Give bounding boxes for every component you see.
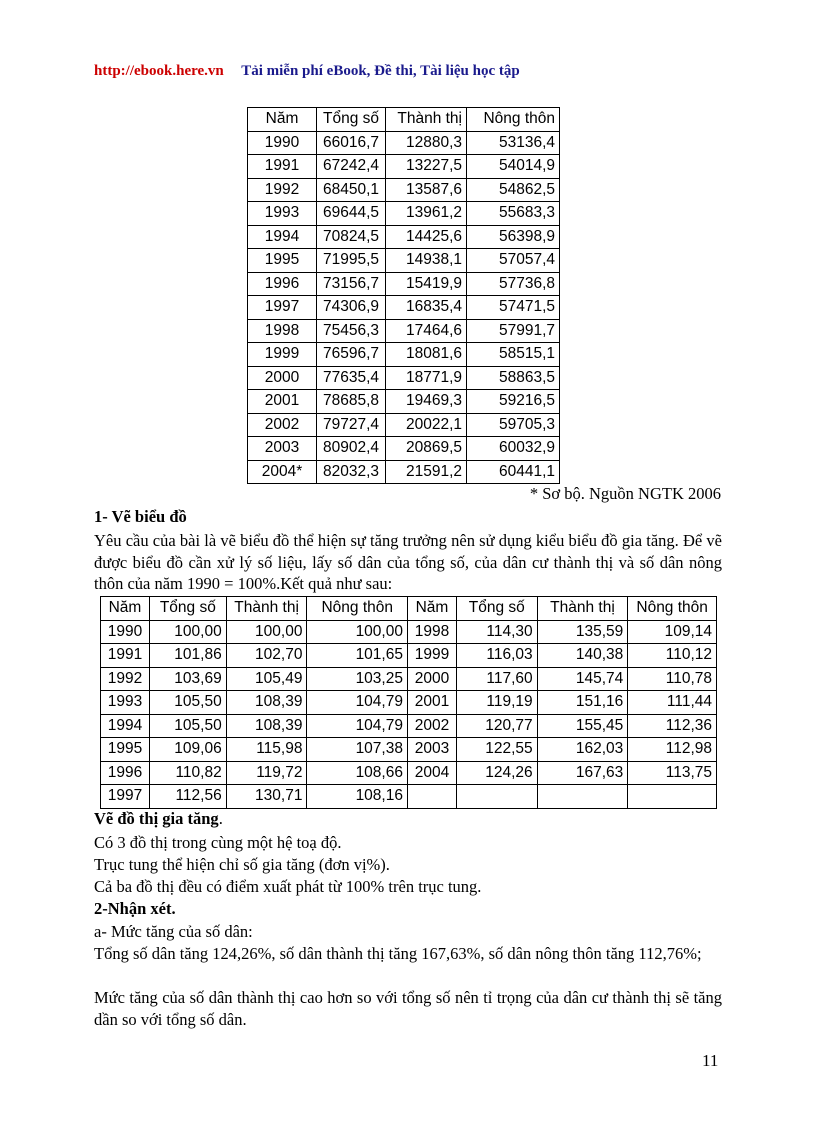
- table-cell: 71995,5: [317, 249, 386, 273]
- table-cell: 2000: [407, 667, 456, 691]
- table-row: [248, 155, 560, 179]
- table-cell: 105,50: [149, 691, 226, 715]
- page-number: 11: [702, 1051, 719, 1070]
- index-table: [100, 596, 717, 809]
- table-cell: 2004: [407, 761, 456, 785]
- table-cell: 20022,1: [386, 413, 467, 437]
- table-header-cell: Tổng số: [456, 597, 537, 621]
- table-cell: 54014,9: [467, 155, 560, 179]
- table-cell: 162,03: [537, 738, 628, 762]
- table-row: [248, 343, 560, 367]
- population-table-body: [248, 131, 560, 484]
- table-cell: 1996: [101, 761, 150, 785]
- table-cell: 12880,3: [386, 131, 467, 155]
- table-cell: 57991,7: [467, 319, 560, 343]
- table-cell: 111,44: [628, 691, 717, 715]
- table-header-cell: Năm: [407, 597, 456, 621]
- table-cell: 1999: [407, 644, 456, 668]
- table-row: [248, 296, 560, 320]
- table-cell: [628, 785, 717, 809]
- section1-heading: 1- Vẽ biểu đồ: [94, 507, 187, 526]
- table-cell: 105,50: [149, 714, 226, 738]
- table-row: [101, 714, 717, 738]
- table-cell: 1995: [248, 249, 317, 273]
- table-cell: 103,69: [149, 667, 226, 691]
- table-row: [248, 272, 560, 296]
- table-cell: 14425,6: [386, 225, 467, 249]
- table-cell: 2002: [248, 413, 317, 437]
- table-row: [248, 319, 560, 343]
- table-header-cell: Nông thôn: [467, 108, 560, 132]
- table-cell: 155,45: [537, 714, 628, 738]
- table-cell: 1998: [248, 319, 317, 343]
- table-cell: [456, 785, 537, 809]
- table-cell: 115,98: [226, 738, 307, 762]
- index-table-body: [101, 620, 717, 808]
- table-cell: 13961,2: [386, 202, 467, 226]
- table-cell: 107,38: [307, 738, 408, 762]
- table-cell: 1994: [248, 225, 317, 249]
- table-cell: 104,79: [307, 714, 408, 738]
- draw-line-1: Có 3 đồ thị trong cùng một hệ toạ độ.: [94, 833, 342, 852]
- table-row: [101, 667, 717, 691]
- table-cell: 74306,9: [317, 296, 386, 320]
- table-cell: 1997: [101, 785, 150, 809]
- table-cell: 1990: [101, 620, 150, 644]
- table-cell: 119,19: [456, 691, 537, 715]
- table-cell: 76596,7: [317, 343, 386, 367]
- table-cell: 112,36: [628, 714, 717, 738]
- table-row: [248, 366, 560, 390]
- table-header-row: [248, 108, 560, 132]
- table-cell: 2004*: [248, 460, 317, 484]
- section2-heading: 2-Nhận xét.: [94, 899, 176, 918]
- draw-heading: Vẽ đồ thị gia tăng: [94, 809, 219, 828]
- page-header: [94, 63, 520, 80]
- table-cell: 68450,1: [317, 178, 386, 202]
- table-row: [248, 437, 560, 461]
- table-cell: 108,39: [226, 714, 307, 738]
- table-cell: 1992: [248, 178, 317, 202]
- table-header-cell: Thành thị: [386, 108, 467, 132]
- table-header-cell: Năm: [101, 597, 150, 621]
- table-cell: 104,79: [307, 691, 408, 715]
- table-cell: 103,25: [307, 667, 408, 691]
- draw-heading-punct: .: [218, 809, 223, 828]
- section2-paragraph-2: Mức tăng của số dân thành thị cao hơn so với tổng số nên tỉ trọng của dân cư thành thị sẽ tăng dần so với tổng số dân.: [94, 988, 722, 1029]
- table-cell: 135,59: [537, 620, 628, 644]
- table-cell: 2003: [407, 738, 456, 762]
- table-header-row: [101, 597, 717, 621]
- table-cell: 21591,2: [386, 460, 467, 484]
- table-cell: 117,60: [456, 667, 537, 691]
- section1-intro: Yêu cầu của bài là vẽ biểu đồ thể hiện sự tăng trưởng nên sử dụng kiểu biểu đồ gia tăng. Để vẽ được biểu đồ cần xử lý số liệu, lấy số dân của tổng số, của dân cư thành thị và số dân nông thôn của năm 1990 = 100%.Kết quả như sau:: [94, 531, 722, 593]
- table-cell: 109,06: [149, 738, 226, 762]
- table-cell: 100,00: [307, 620, 408, 644]
- table-cell: 55683,3: [467, 202, 560, 226]
- table-cell: 57471,5: [467, 296, 560, 320]
- header-tagline: Tải miễn phí eBook, Đề thi, Tài liệu học tập: [241, 63, 520, 79]
- table-cell: 59216,5: [467, 390, 560, 414]
- table-row: [101, 691, 717, 715]
- table-cell: 13227,5: [386, 155, 467, 179]
- table-cell: 167,63: [537, 761, 628, 785]
- table-row: [101, 761, 717, 785]
- table-cell: 18771,9: [386, 366, 467, 390]
- table-cell: 77635,4: [317, 366, 386, 390]
- table-cell: 13587,6: [386, 178, 467, 202]
- table-cell: 100,00: [149, 620, 226, 644]
- table-cell: 2001: [248, 390, 317, 414]
- table-cell: 2000: [248, 366, 317, 390]
- table-cell: 1993: [248, 202, 317, 226]
- table-cell: 60441,1: [467, 460, 560, 484]
- table-header-cell: Tổng số: [317, 108, 386, 132]
- table-row: [101, 738, 717, 762]
- table-cell: 116,03: [456, 644, 537, 668]
- table-cell: 78685,8: [317, 390, 386, 414]
- table-cell: 114,30: [456, 620, 537, 644]
- table-cell: 1999: [248, 343, 317, 367]
- table-cell: 108,66: [307, 761, 408, 785]
- table-cell: 17464,6: [386, 319, 467, 343]
- table-row: [248, 390, 560, 414]
- table-cell: 1991: [101, 644, 150, 668]
- table-cell: 58863,5: [467, 366, 560, 390]
- table-cell: [537, 785, 628, 809]
- table-cell: 1997: [248, 296, 317, 320]
- draw-line-3: Cả ba đồ thị đều có điểm xuất phát từ 100% trên trục tung.: [94, 877, 482, 896]
- table-cell: 100,00: [226, 620, 307, 644]
- table-row: [248, 225, 560, 249]
- table-cell: 119,72: [226, 761, 307, 785]
- table-cell: 57057,4: [467, 249, 560, 273]
- table-row: [248, 413, 560, 437]
- table-header-cell: Tổng số: [149, 597, 226, 621]
- section2-paragraph-1: Tổng số dân tăng 124,26%, số dân thành thị tăng 167,63%, số dân nông thôn tăng 112,76%;: [94, 944, 702, 963]
- table-cell: 130,71: [226, 785, 307, 809]
- table-cell: 20869,5: [386, 437, 467, 461]
- table-cell: 102,70: [226, 644, 307, 668]
- table-cell: 108,16: [307, 785, 408, 809]
- table-cell: [407, 785, 456, 809]
- table-cell: 15419,9: [386, 272, 467, 296]
- table-cell: 80902,4: [317, 437, 386, 461]
- table-cell: 56398,9: [467, 225, 560, 249]
- table-row: [101, 785, 717, 809]
- table-cell: 70824,5: [317, 225, 386, 249]
- table-header-cell: Thành thị: [537, 597, 628, 621]
- table-cell: 105,49: [226, 667, 307, 691]
- table-cell: 2002: [407, 714, 456, 738]
- table-cell: 1992: [101, 667, 150, 691]
- table-cell: 112,56: [149, 785, 226, 809]
- population-table: [247, 107, 560, 484]
- table-cell: 54862,5: [467, 178, 560, 202]
- table-cell: 60032,9: [467, 437, 560, 461]
- table-cell: 1993: [101, 691, 150, 715]
- table-cell: 124,26: [456, 761, 537, 785]
- table-cell: 16835,4: [386, 296, 467, 320]
- table-cell: 113,75: [628, 761, 717, 785]
- section2-sub: a- Mức tăng của số dân:: [94, 922, 253, 941]
- table-cell: 53136,4: [467, 131, 560, 155]
- table-cell: 110,82: [149, 761, 226, 785]
- source-note: * Sơ bộ. Nguồn NGTK 2006: [529, 484, 721, 503]
- table-cell: 66016,7: [317, 131, 386, 155]
- table-cell: 75456,3: [317, 319, 386, 343]
- table-cell: 18081,6: [386, 343, 467, 367]
- table-cell: 69644,5: [317, 202, 386, 226]
- draw-heading-line: [94, 808, 722, 830]
- table-cell: 140,38: [537, 644, 628, 668]
- table-cell: 58515,1: [467, 343, 560, 367]
- table-row: [248, 249, 560, 273]
- table-cell: 110,78: [628, 667, 717, 691]
- table-header-cell: Năm: [248, 108, 317, 132]
- table-cell: 1996: [248, 272, 317, 296]
- table-cell: 108,39: [226, 691, 307, 715]
- table-cell: 1990: [248, 131, 317, 155]
- table-row: [101, 644, 717, 668]
- header-link[interactable]: http://ebook.here.vn: [94, 63, 224, 79]
- table-header-cell: Thành thị: [226, 597, 307, 621]
- table-row: [248, 460, 560, 484]
- table-cell: 112,98: [628, 738, 717, 762]
- table-cell: 57736,8: [467, 272, 560, 296]
- table-cell: 1991: [248, 155, 317, 179]
- table-cell: 101,65: [307, 644, 408, 668]
- table-cell: 145,74: [537, 667, 628, 691]
- table-cell: 1995: [101, 738, 150, 762]
- table-cell: 1998: [407, 620, 456, 644]
- table-header-cell: Nông thôn: [307, 597, 408, 621]
- table-cell: 79727,4: [317, 413, 386, 437]
- table-cell: 73156,7: [317, 272, 386, 296]
- table-cell: 19469,3: [386, 390, 467, 414]
- table-cell: 120,77: [456, 714, 537, 738]
- table-cell: 67242,4: [317, 155, 386, 179]
- table-cell: 151,16: [537, 691, 628, 715]
- table-cell: 82032,3: [317, 460, 386, 484]
- table-row: [248, 131, 560, 155]
- table-cell: 14938,1: [386, 249, 467, 273]
- table-cell: 109,14: [628, 620, 717, 644]
- draw-line-2: Trục tung thể hiện chỉ số gia tăng (đơn vị%).: [94, 855, 390, 874]
- table-row: [248, 178, 560, 202]
- table-cell: 122,55: [456, 738, 537, 762]
- table-cell: 101,86: [149, 644, 226, 668]
- table-cell: 2003: [248, 437, 317, 461]
- table-cell: 1994: [101, 714, 150, 738]
- table-cell: 59705,3: [467, 413, 560, 437]
- table-cell: 2001: [407, 691, 456, 715]
- table-cell: 110,12: [628, 644, 717, 668]
- table-row: [248, 202, 560, 226]
- table-row: [101, 620, 717, 644]
- table-header-cell: Nông thôn: [628, 597, 717, 621]
